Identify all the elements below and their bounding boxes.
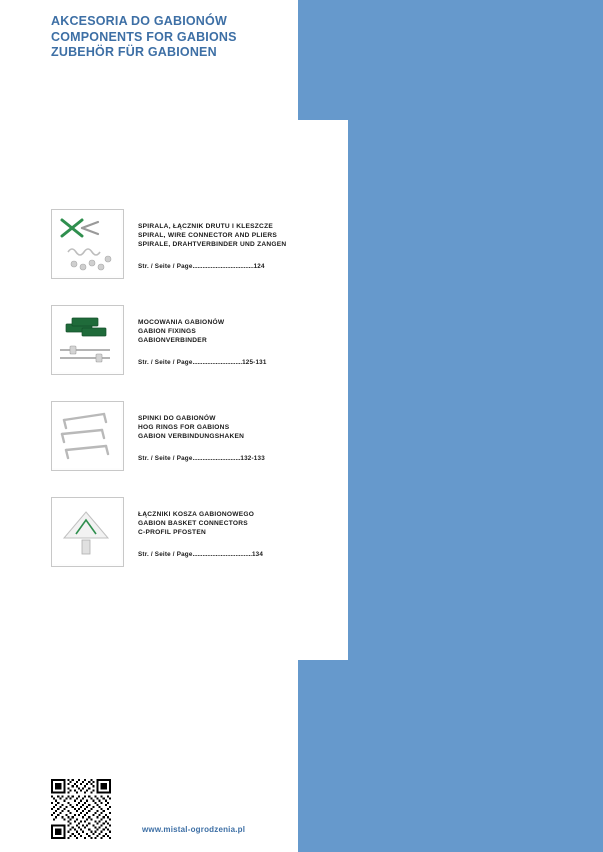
hog-rings-thumbnail <box>51 401 124 471</box>
gabion-basket-connectors-thumbnail <box>51 497 124 567</box>
table-of-contents <box>51 209 296 593</box>
list-item-title-en: GABION FIXINGS <box>138 328 197 336</box>
page-title-pl: AKCESORIA DO GABIONÓW <box>51 14 227 28</box>
list-item-title-pl: MOCOWANIA GABIONÓW <box>138 319 225 326</box>
list-item-titles <box>138 510 343 538</box>
page-title-en: COMPONENTS FOR GABIONS <box>51 29 237 44</box>
gabion-fixings-thumbnail <box>51 305 124 375</box>
list-item-page-reference <box>138 455 265 462</box>
page-number: 134 <box>251 551 264 558</box>
list-item-titles <box>138 222 343 250</box>
page-dots: ..................................... <box>192 263 254 270</box>
page-label: Str. / Seite / Page <box>138 551 193 558</box>
list-item[interactable] <box>51 497 296 575</box>
list-item-title-pl: ŁĄCZNIKI KOSZA GABIONOWEGO <box>138 511 255 518</box>
decorative-blue-bottom-block <box>298 660 603 852</box>
list-item[interactable] <box>51 401 296 479</box>
list-item[interactable] <box>51 305 296 383</box>
list-item-title-de: SPIRALE, DRAHTVERBINDER UND ZANGEN <box>138 241 287 249</box>
list-item-title-pl: SPIRALA, ŁĄCZNIK DRUTU I KLESZCZE <box>138 223 273 230</box>
spiral-wire-connector-pliers-thumbnail <box>51 209 124 279</box>
list-item[interactable] <box>51 209 296 287</box>
qr-code[interactable] <box>51 779 111 839</box>
list-item-title-en: HOG RINGS FOR GABIONS <box>138 424 230 432</box>
page-title-de: ZUBEHÖR FÜR GABIONEN <box>51 45 217 59</box>
list-item-titles <box>138 414 343 442</box>
page-title <box>51 14 311 61</box>
list-item-page-reference <box>138 359 267 366</box>
list-item-title-pl: SPINKI DO GABIONÓW <box>138 415 216 422</box>
page-number: 124 <box>253 263 265 270</box>
website-link[interactable]: www.mistal-ogrodzenia.pl <box>142 825 246 834</box>
page-number: 132-133 <box>240 455 265 462</box>
page-label: Str. / Seite / Page <box>138 455 193 462</box>
page-number: 125-131 <box>242 359 267 366</box>
page-dots: .............................. <box>192 359 243 366</box>
list-item-page-reference <box>138 551 263 558</box>
page-dots: ............................. <box>192 455 241 462</box>
list-item-title-de: C-PROFIL PFOSTEN <box>138 529 206 537</box>
list-item-titles <box>138 318 343 346</box>
page-dots: .................................... <box>192 551 252 558</box>
decorative-blue-top-block <box>298 0 603 120</box>
list-item-title-de: GABION VERBINDUNGSHAKEN <box>138 433 245 441</box>
list-item-title-de: GABIONVERBINDER <box>138 337 207 345</box>
page-label: Str. / Seite / Page <box>138 359 193 366</box>
page-label: Str. / Seite / Page <box>138 263 193 270</box>
list-item-title-en: GABION BASKET CONNECTORS <box>138 520 248 528</box>
list-item-title-en: SPIRAL, WIRE CONNECTOR AND PLIERS <box>138 232 278 240</box>
list-item-page-reference <box>138 263 265 270</box>
